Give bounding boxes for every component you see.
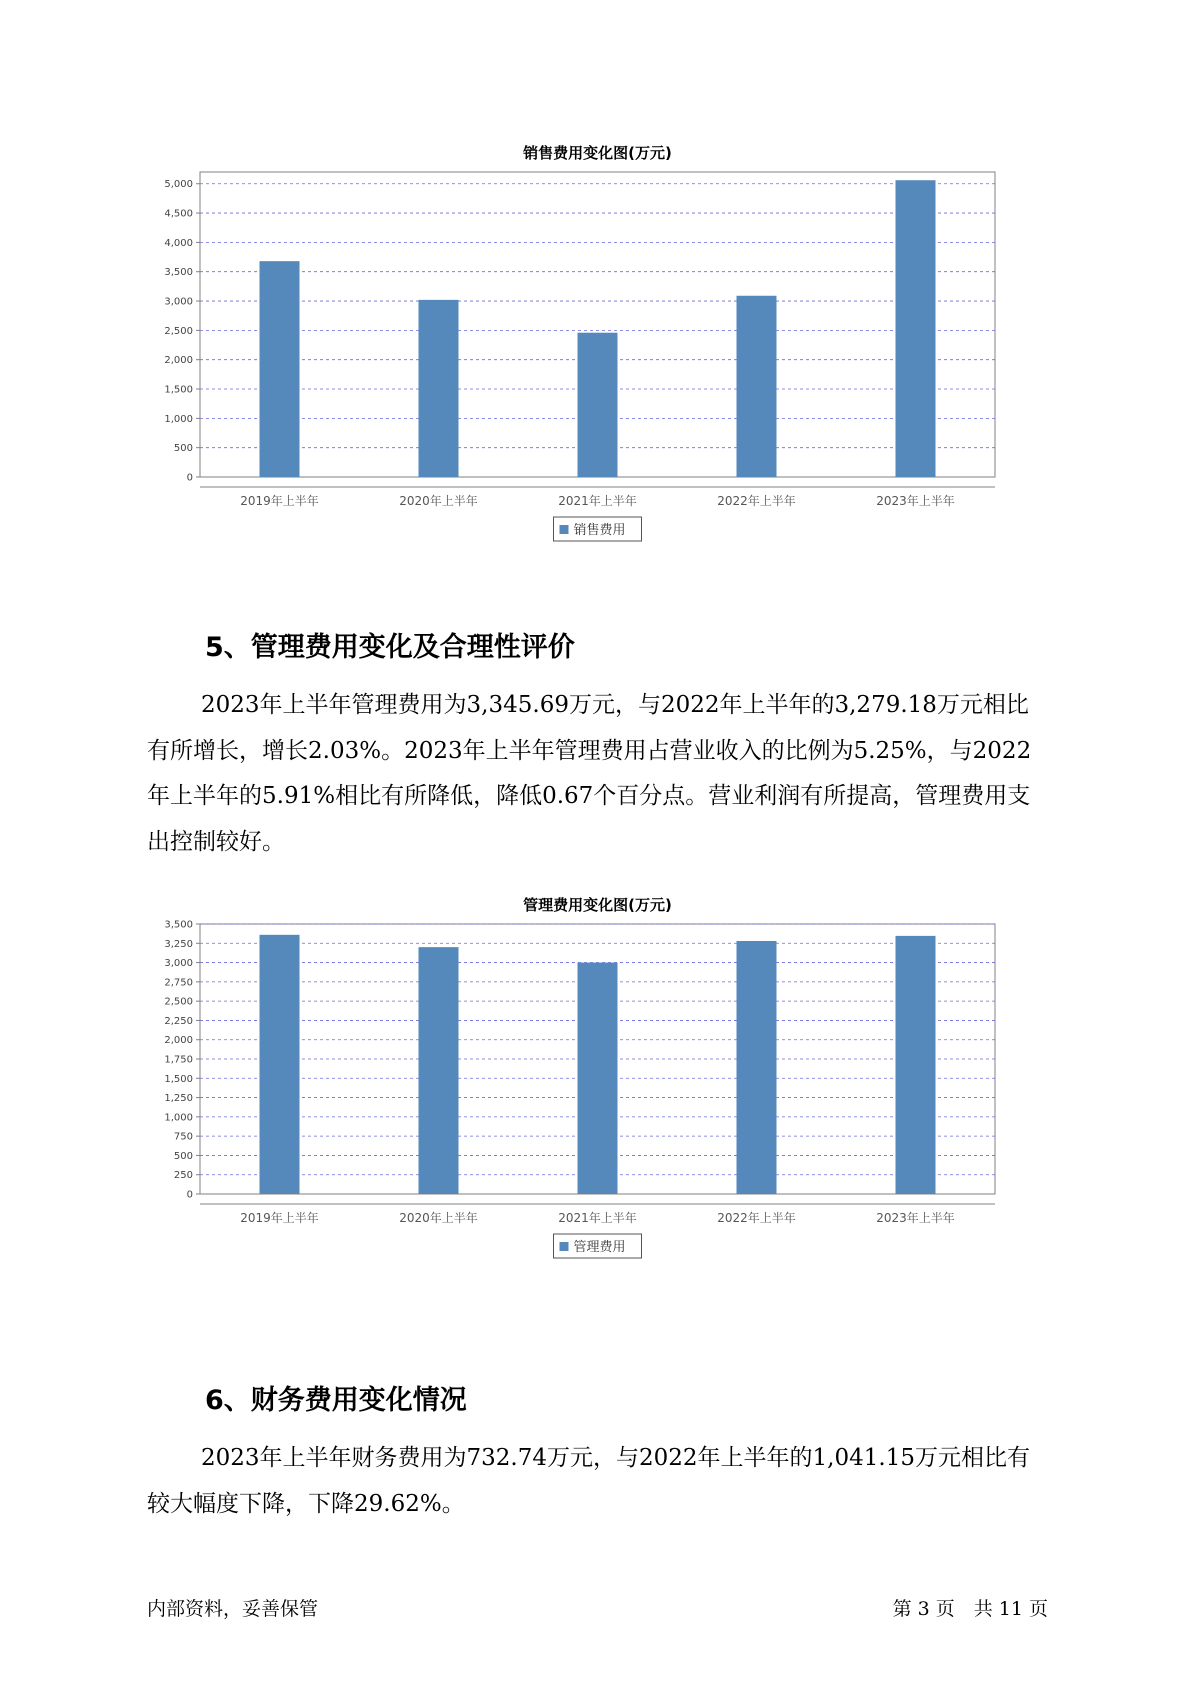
x-tick-label: 2023年上半年	[876, 494, 955, 508]
legend-label: 销售费用	[573, 523, 626, 538]
y-tick-label: 0	[186, 472, 193, 484]
y-tick-label: 5,000	[164, 179, 193, 191]
y-tick-label: 2,500	[164, 996, 193, 1008]
x-tick-label: 2022年上半年	[717, 494, 796, 508]
x-tick-label: 2021年上半年	[558, 494, 637, 508]
y-tick-label: 500	[173, 1150, 193, 1162]
bar	[737, 941, 777, 1194]
y-tick-label: 0	[186, 1189, 193, 1201]
y-tick-label: 4,000	[164, 237, 193, 249]
y-tick-label: 1,000	[164, 1112, 193, 1124]
y-tick-label: 3,000	[164, 296, 193, 308]
bar	[578, 333, 618, 477]
footer-confidential-note: 内部资料，妥善保管	[147, 1598, 319, 1620]
y-tick-label: 1,000	[164, 413, 193, 425]
bar	[896, 936, 936, 1194]
section6-heading: 6、财务费用变化情况	[205, 1385, 467, 1416]
y-tick-label: 1,250	[164, 1093, 193, 1105]
y-tick-label: 3,500	[164, 919, 193, 931]
y-tick-label: 2,250	[164, 1015, 193, 1027]
bar	[419, 300, 459, 477]
y-tick-label: 2,750	[164, 977, 193, 989]
section5-heading: 5、管理费用变化及合理性评价	[205, 632, 575, 663]
x-tick-label: 2020年上半年	[399, 1211, 478, 1225]
x-tick-label: 2020年上半年	[399, 494, 478, 508]
x-tick-label: 2023年上半年	[876, 1211, 955, 1225]
x-tick-label: 2021年上半年	[558, 1211, 637, 1225]
bar	[260, 261, 300, 477]
footer-page-number: 第 3 页 共 11 页	[892, 1598, 1048, 1620]
bar	[896, 180, 936, 477]
y-tick-label: 2,000	[164, 355, 193, 367]
bar	[737, 296, 777, 477]
y-tick-label: 750	[173, 1131, 193, 1143]
section6-paragraph: 2023年上半年财务费用为732.74万元，与2022年上半年的1,041.15万元相比有较大幅度下降，下降29.62%。	[147, 1445, 1030, 1517]
sales-expense-chart	[140, 140, 1050, 595]
section5-paragraph: 2023年上半年管理费用为3,345.69万元，与2022年上半年的3,279.18万元相比有所增长，增长2.03%。2023年上半年管理费用占营业收入的比例为5.25%，与2022年上半年的5.91%相比有所降低，降低0.67个百分点。营业利润有所提高，管理费用支出控制较好。	[147, 692, 1032, 855]
y-tick-label: 3,500	[164, 267, 193, 279]
admin-expense-chart	[140, 892, 1050, 1347]
x-tick-label: 2022年上半年	[717, 1211, 796, 1225]
admin-expense-chart-svg	[140, 892, 1050, 1347]
x-tick-label: 2019年上半年	[240, 494, 319, 508]
bar	[260, 935, 300, 1194]
y-tick-label: 3,000	[164, 958, 193, 970]
legend-swatch	[560, 525, 569, 534]
chart-title: 管理费用变化图(万元)	[523, 896, 672, 914]
legend	[554, 1234, 642, 1258]
y-tick-label: 1,750	[164, 1054, 193, 1066]
y-tick-label: 250	[173, 1170, 193, 1182]
y-tick-label: 500	[173, 443, 193, 455]
y-tick-label: 1,500	[164, 384, 193, 396]
y-tick-label: 4,500	[164, 208, 193, 220]
bar	[419, 947, 459, 1194]
legend-label: 管理费用	[573, 1240, 626, 1255]
legend	[554, 517, 642, 541]
y-tick-label: 3,250	[164, 938, 193, 950]
chart-title: 销售费用变化图(万元)	[523, 144, 672, 162]
y-tick-label: 2,000	[164, 1035, 193, 1047]
sales-expense-chart-svg	[140, 140, 1050, 595]
bar	[578, 963, 618, 1194]
legend-swatch	[560, 1242, 569, 1251]
x-tick-label: 2019年上半年	[240, 1211, 319, 1225]
y-tick-label: 1,500	[164, 1073, 193, 1085]
y-tick-label: 2,500	[164, 325, 193, 337]
